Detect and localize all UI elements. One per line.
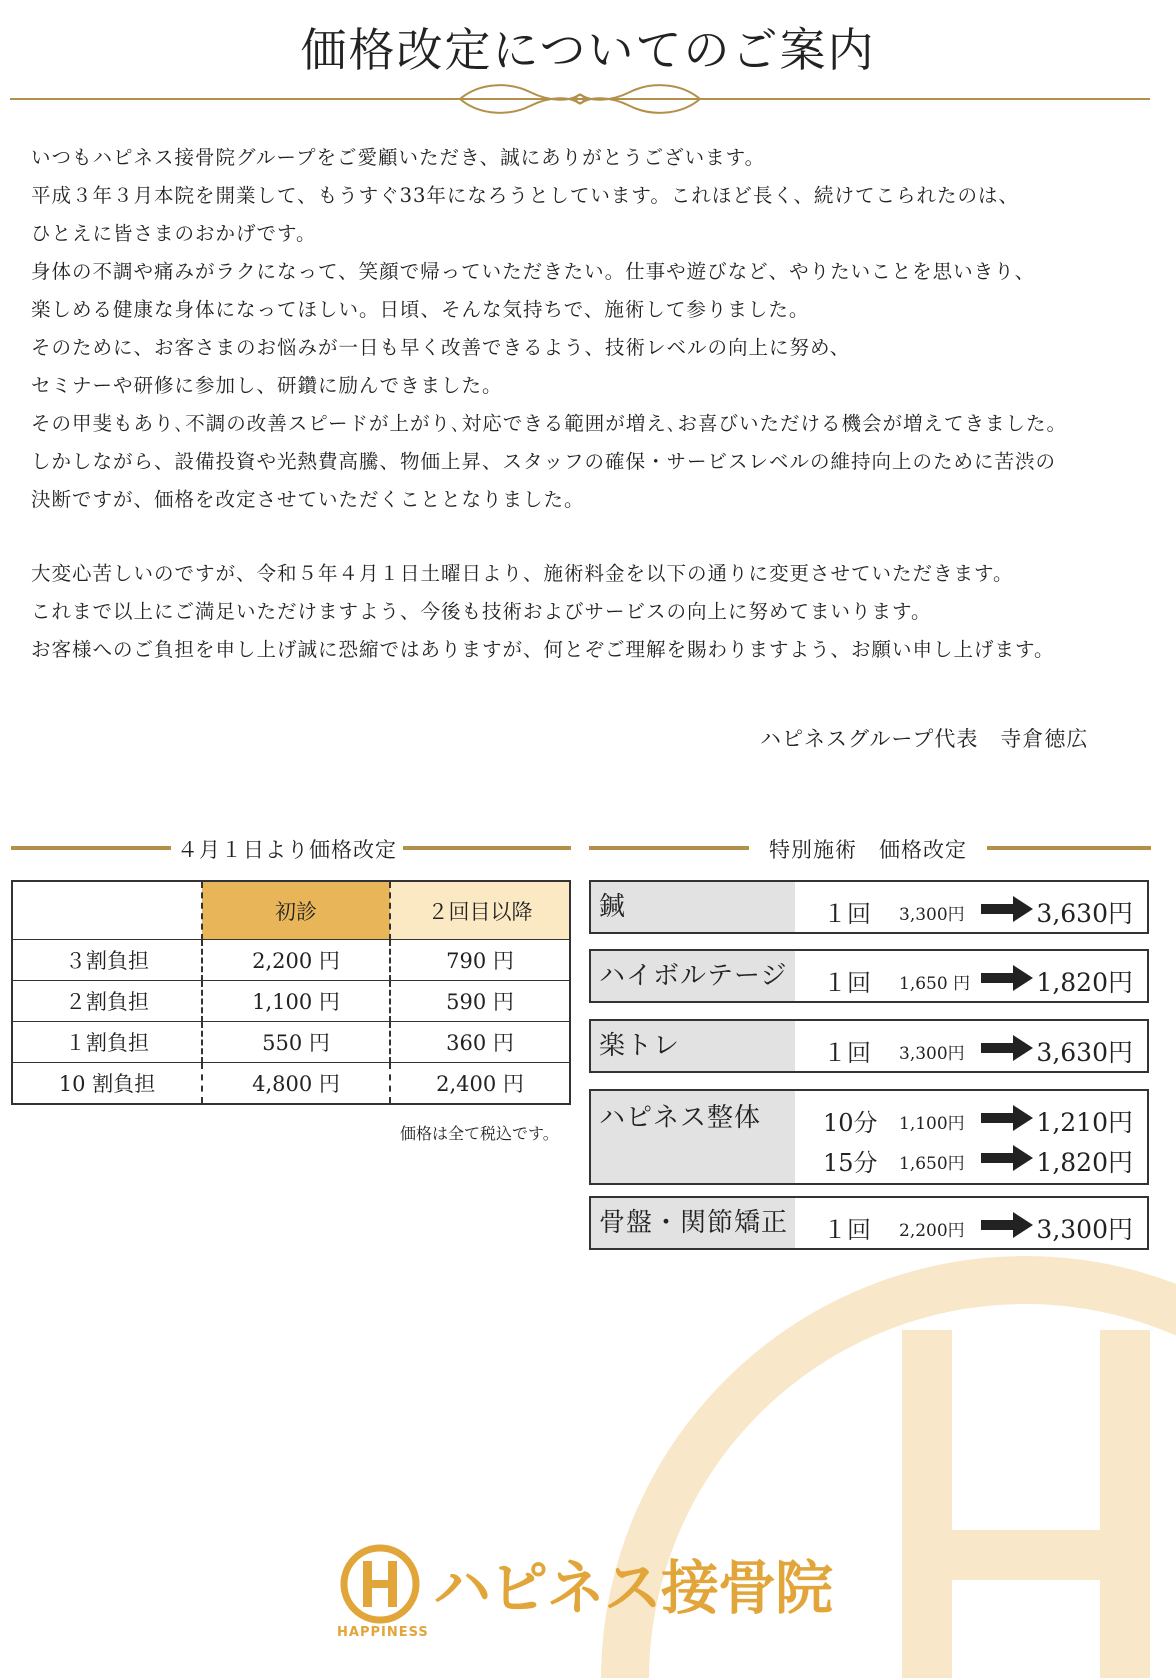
table-row (12, 940, 570, 981)
table-row (12, 1022, 570, 1063)
arrow-right-icon (981, 1035, 1033, 1061)
table-row (12, 1063, 570, 1105)
special-item-count: 15分 (823, 1149, 878, 1177)
table-row (12, 981, 570, 1022)
arrow-right-icon (981, 1105, 1033, 1131)
table-cell-burden: １割負担 (12, 1022, 202, 1063)
table-cell-second: 590 円 (390, 981, 570, 1022)
old-price: 2,200円 (899, 1221, 965, 1241)
special-section-title: 特別施術 価格改定 (749, 834, 987, 864)
new-price: 1,820円 (1036, 1148, 1133, 1177)
table-cell-first: 4,800 円 (202, 1063, 390, 1105)
new-price: 3,300円 (1036, 1215, 1133, 1244)
old-price: 3,300円 (899, 1044, 965, 1064)
special-section-heading (589, 834, 1151, 862)
paragraph-line: これまで以上にご満足いただけますよう、今後も技術およびサービスの向上に努めてまいります。 (31, 600, 932, 623)
special-item-row (795, 957, 1147, 997)
logo-h-icon (339, 1543, 421, 1625)
price-section-title: ４月１日より価格改定 (171, 834, 403, 864)
old-price: 1,650 円 (899, 974, 971, 994)
special-item-count: １回 (823, 900, 871, 928)
special-item-count: １回 (823, 969, 871, 997)
paragraph-line: そのために、お客さまのお悩みが一日も早く改善できるよう、技術レベルの向上に努め、 (31, 336, 851, 359)
arrow-right-icon (981, 965, 1033, 991)
page-title: 価格改定についてのご案内 (300, 23, 876, 77)
paragraph-line: セミナーや研修に参加し、研鑽に励んできました。 (31, 374, 503, 397)
tax-note: 価格は全て税込です。 (400, 1124, 559, 1143)
special-item-name: ハイボルテージ (591, 951, 795, 1001)
brand-logo (337, 1539, 837, 1649)
special-item-count: 10分 (823, 1109, 878, 1137)
old-price: 1,650円 (899, 1154, 965, 1174)
paragraph-line: 大変心苦しいのですが、令和５年４月１日土曜日より、施術料金を以下の通りに変更させていただきます。 (31, 562, 1014, 585)
logo-name: ハピネス接骨院 (433, 1554, 833, 1622)
new-price: 3,630円 (1036, 1038, 1133, 1067)
price-section-heading (11, 834, 571, 862)
special-item-hari (589, 880, 1149, 934)
special-item-row (795, 1137, 1147, 1177)
table-cell-second: 790 円 (390, 940, 570, 981)
arrow-right-icon (981, 896, 1033, 922)
table-cell-second: 360 円 (390, 1022, 570, 1063)
table-cell-first: 1,100 円 (202, 981, 390, 1022)
special-item-name: 楽トレ (591, 1021, 795, 1071)
special-item-pelvis (589, 1196, 1149, 1250)
paragraph-gap (31, 519, 1151, 555)
table-header-second-visit: ２回目以降 (390, 881, 570, 940)
old-price: 1,100円 (899, 1114, 965, 1134)
new-price: 1,820円 (1036, 968, 1133, 997)
special-item-row (795, 1027, 1147, 1067)
special-item-row (795, 1204, 1147, 1244)
table-header-first-visit: 初診 (202, 881, 390, 940)
ornament-divider (10, 82, 1150, 116)
table-cell-burden: 10 割負担 (12, 1063, 202, 1105)
special-item-high-voltage (589, 949, 1149, 1003)
arrow-right-icon (981, 1145, 1033, 1171)
body-text (31, 139, 1151, 669)
special-item-row (795, 1097, 1147, 1137)
special-item-row (795, 888, 1147, 928)
new-price: 1,210円 (1036, 1108, 1133, 1137)
table-header-cell (12, 881, 202, 940)
special-item-seitai (589, 1089, 1149, 1185)
arrow-right-icon (981, 1212, 1033, 1238)
paragraph-line: ひとえに皆さまのおかげです。 (31, 222, 317, 245)
paragraph-line: いつもハピネス接骨院グループをご愛顧いただき、誠にありがとうございます。 (31, 146, 766, 169)
paragraph-line: お客様へのご負担を申し上げ誠に恐縮ではありますが、何とぞご理解を賜わりますよう、お願い申し上げます。 (31, 638, 1055, 661)
table-cell-first: 2,200 円 (202, 940, 390, 981)
paragraph-line: その甲斐もあり､不調の改善スピードが上がり､対応できる範囲が増え､お喜びいただける機会が増えてきました。 (31, 412, 1067, 435)
special-item-rakutore (589, 1019, 1149, 1073)
paragraph-line: 身体の不調や痛みがラクになって、笑顔で帰っていただきたい。仕事や遊びなど、やりたいことを思いきり、 (31, 260, 1036, 283)
old-price: 3,300円 (899, 905, 965, 925)
table-cell-burden: ３割負担 (12, 940, 202, 981)
signature: ハピネスグループ代表 寺倉徳広 (760, 727, 1089, 751)
new-price: 3,630円 (1036, 899, 1133, 928)
price-table (11, 880, 571, 1105)
paragraph-line: しかしながら、設備投資や光熱費高騰、物価上昇、スタッフの確保・サービスレベルの維持向上のために苦渋の (31, 450, 1057, 473)
table-cell-burden: ２割負担 (12, 981, 202, 1022)
special-item-name: ハピネス整体 (591, 1091, 795, 1183)
special-item-count: １回 (823, 1216, 871, 1244)
logo-subtitle: HAPPINESS (337, 1625, 429, 1640)
special-item-count: １回 (823, 1039, 871, 1067)
paragraph-line: 楽しめる健康な身体になってほしい。日頃、そんな気持ちで、施術して参りました。 (31, 298, 810, 321)
table-header-row (12, 881, 570, 940)
special-item-name: 鍼 (591, 882, 795, 932)
table-cell-first: 550 円 (202, 1022, 390, 1063)
paragraph-line: 決断ですが、価格を改定させていただくこととなりました。 (31, 488, 585, 511)
special-item-name: 骨盤・関節矯正 (591, 1198, 795, 1248)
paragraph-line: 平成３年３月本院を開業して、もうすぐ33年になろうとしています。これほど長く、続けてこられたのは、 (31, 184, 1019, 207)
table-cell-second: 2,400 円 (390, 1063, 570, 1105)
